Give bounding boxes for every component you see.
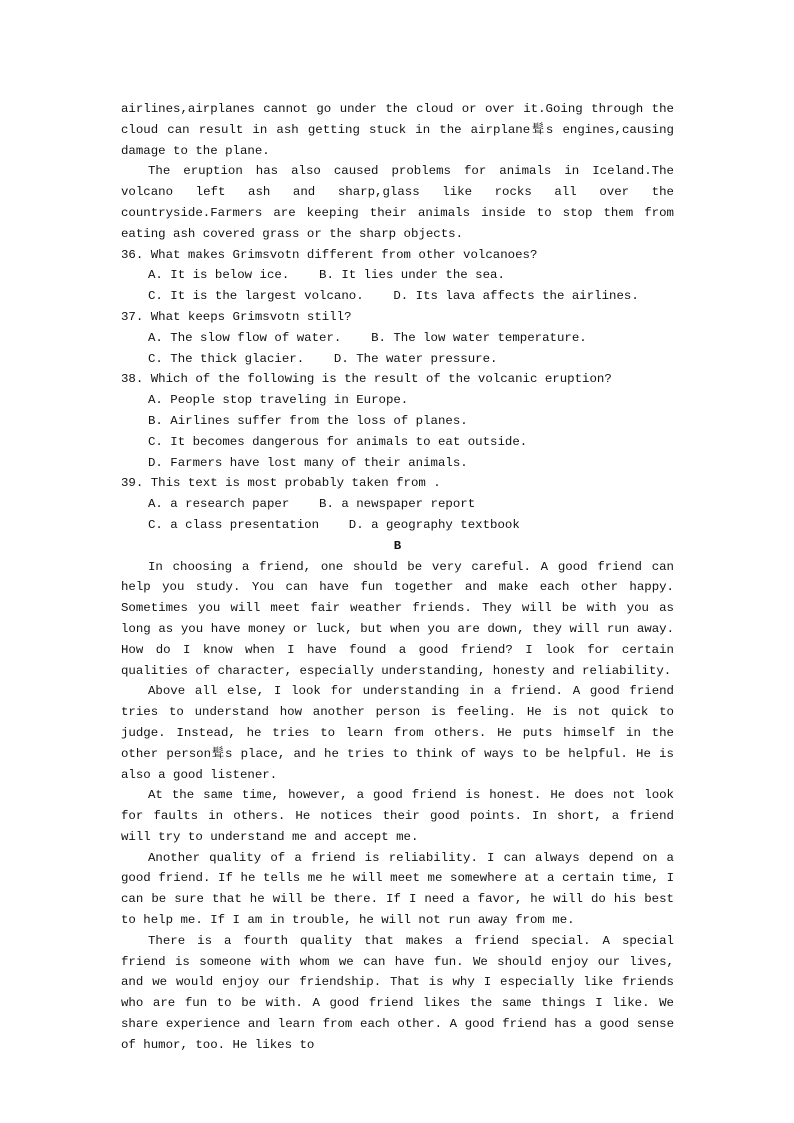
- question-stem: 37. What keeps Grimsvotn still?: [121, 309, 352, 324]
- question-36: [121, 245, 674, 307]
- question-option: A. It is below ice. B. It lies under the sea.: [148, 268, 505, 283]
- passage-b-paragraph-3: At the same time, however, a good friend is honest. He does not look for faults in others. He notices their good points. In short, a friend will try to understand me and accept me.: [121, 788, 674, 844]
- question-option: C. a class presentation D. a geography textbook: [148, 517, 520, 532]
- passage-a-paragraph-1: airlines,airplanes cannot go under the cloud or over it.Going through the cloud can result in ash getting stuck in the airplane髶s engines,causing damage to the plane.: [121, 102, 674, 158]
- passage-b-paragraph-2: Above all else, I look for understanding in a friend. A good friend tries to understand how another person is feeling. He is not quick to judge. Instead, he tries to learn from others. He puts himself in the other person髶s place, and he tries to think of ways to be helpful. He is also a good listener.: [121, 684, 674, 782]
- passage-b-paragraph-5: There is a fourth quality that makes a friend special. A special friend is someone with whom we can have fun. We should enjoy our lives, and we would enjoy our friendship. That is why I especially like friends who are fun to be with. A good friend likes the same things I like. We share experience and learn from each other. A good friend has a good sense of humor, too. He likes to: [121, 933, 674, 1052]
- question-option: A. a research paper B. a newspaper report: [148, 497, 476, 512]
- question-option: C. It is the largest volcano. D. Its lava affects the airlines.: [148, 289, 639, 304]
- section-b-heading: B: [393, 538, 402, 553]
- question-stem: 39. This text is most probably taken from .: [121, 476, 441, 491]
- question-stem: 38. Which of the following is the result of the volcanic eruption?: [121, 372, 612, 387]
- passage-b-paragraph-4: Another quality of a friend is reliability. I can always depend on a good friend. If he tells me he will meet me somewhere at a certain time, I can be sure that he will be there. If I need a favor, he will do his best to help me. If I am in trouble, he will not run away from me.: [121, 850, 674, 928]
- question-option: A. People stop traveling in Europe.: [148, 393, 409, 408]
- question-option: C. The thick glacier. D. The water pressure.: [148, 351, 498, 366]
- question-39: [121, 473, 674, 535]
- question-option: D. Farmers have lost many of their animals.: [148, 455, 468, 470]
- question-option: B. Airlines suffer from the loss of planes.: [148, 413, 468, 428]
- passage-a-paragraph-2: The eruption has also caused problems for animals in Iceland.The volcano left ash and sharp,glass like rocks all over the countryside.Farmers are keeping their animals inside to stop them from eating ash covered grass or the sharp objects.: [121, 164, 674, 241]
- question-option: C. It becomes dangerous for animals to eat outside.: [148, 434, 528, 449]
- question-37: [121, 307, 674, 369]
- document-page: [121, 99, 674, 1056]
- passage-b-paragraph-1: In choosing a friend, one should be very careful. A good friend can help you study. You can have fun together and make each other happy. Sometimes you will meet fair weather friends. They will be with you as long as you have money or luck, but when you are down, they will run away. How do I know when I have found a good friend? I look for certain qualities of character, especially understanding, honesty and reliability.: [121, 559, 674, 678]
- question-38: [121, 369, 674, 473]
- question-option: A. The slow flow of water. B. The low water temperature.: [148, 330, 587, 345]
- question-stem: 36. What makes Grimsvotn different from other volcanoes?: [121, 247, 538, 262]
